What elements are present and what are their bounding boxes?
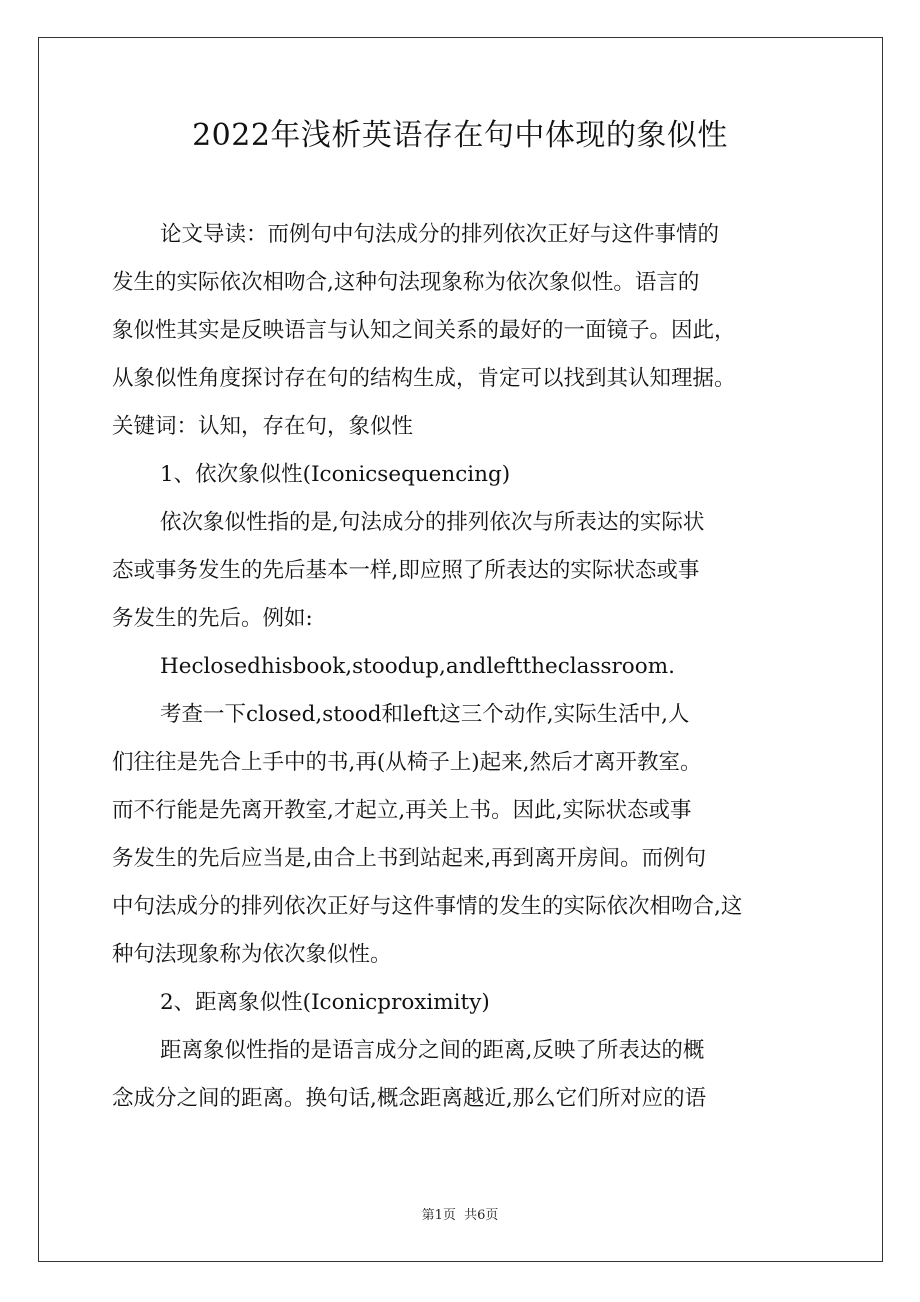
paragraph-line: 态或事务发生的先后基本一样,即应照了所表达的实际状态或事 xyxy=(112,558,700,583)
keywords-line: 关键词：认知，存在句，象似性 xyxy=(112,414,414,439)
page-footer xyxy=(0,1206,920,1226)
document-title: 2022年浅析英语存在句中体现的象似性 xyxy=(192,118,728,153)
paragraph-line: 务发生的先后应当是,由合上书到站起来,再到离开房间。而例句 xyxy=(112,846,707,871)
paragraph-line: 依次象似性指的是,句法成分的排列依次与所表达的实际状 xyxy=(160,510,705,535)
abstract-line: 象似性其实是反映语言与认知之间关系的最好的一面镜子。因此， xyxy=(112,318,736,343)
page-number: 第1页 xyxy=(421,1208,456,1223)
paragraph-line: 念成分之间的距离。换句话,概念距离越近,那么它们所对应的语 xyxy=(112,1086,707,1111)
abstract-line: 发生的实际依次相吻合,这种句法现象称为依次象似性。语言的 xyxy=(112,270,700,295)
paragraph-line: 中句法成分的排列依次正好与这件事情的发生的实际依次相吻合,这 xyxy=(112,894,743,919)
section-heading: 2、距离象似性(Iconicproximity) xyxy=(160,990,490,1015)
paragraph-line: 务发生的先后。例如: xyxy=(112,606,313,631)
paragraph-line: 种句法现象称为依次象似性。 xyxy=(112,942,392,967)
paragraph-line: 而不行能是先离开教室,才起立,再关上书。因此,实际状态或事 xyxy=(112,798,692,823)
page-total: 共6页 xyxy=(464,1208,499,1223)
paragraph-line: 考查一下closed,stood和left这三个动作,实际生活中,人 xyxy=(160,702,690,727)
paragraph-line: 距离象似性指的是语言成分之间的距离,反映了所表达的概 xyxy=(160,1038,705,1063)
document-body xyxy=(112,211,852,1123)
abstract-line: 从象似性角度探讨存在句的结构生成，肯定可以找到其认知理据。 xyxy=(112,366,736,391)
example-sentence: Heclosedhisbook,stoodup,andlefttheclassroom. xyxy=(160,654,675,679)
abstract-line: 论文导读：而例句中句法成分的排列依次正好与这件事情的 xyxy=(160,222,720,247)
section-heading: 1、依次象似性(Iconicsequencing) xyxy=(160,462,511,487)
paragraph-line: 们往往是先合上手中的书,再(从椅子上)起来,然后才离开教室。 xyxy=(112,750,702,775)
